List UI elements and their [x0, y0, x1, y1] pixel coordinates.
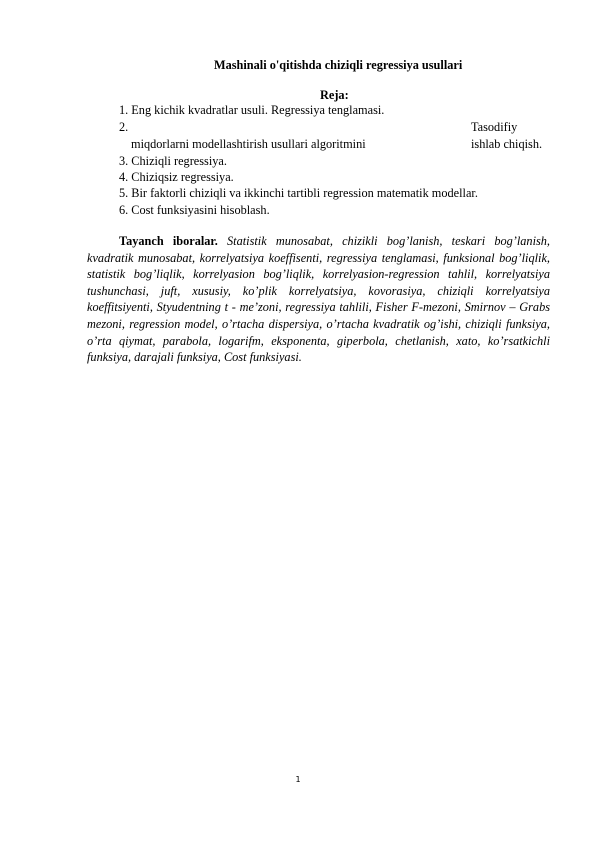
page-number: 1 — [295, 775, 301, 784]
plan-item-2-number: 2. — [119, 120, 129, 134]
plan-item-2-right-2: ishlab chiqish. — [471, 137, 543, 151]
plan-item-1: 1. Eng kichik kvadratlar usuli. Regressiya tenglamasi. — [119, 103, 385, 117]
plan-heading: Reja: — [320, 88, 349, 102]
keywords-paragraph — [87, 233, 550, 366]
plan-item-2-right-1: Tasodifiy — [471, 120, 518, 134]
keywords-text: Statistik munosabat, chizikli bog’lanish, teskari bog’lanish, kvadratik munosabat, korrelyatsiya koeffisenti, regressiya tenglamasi, funksional bog’liqlik, statistik bog’liqlik, korrelyasion bog’liqlik, korrelyasion-regression tahlil, korrelyatsiya tushunchasi, juft, xususiy, ko’plik korrelyatsiya, kovorasiya, chiziqli korrelyatsiya koeffitsiyenti, Styudentning t - me’zoni, regressiya tahlili, Fisher F-mezoni, Smirnov – Grabs mezoni, regression model, o’rtacha dispersiya, o’rtacha kvadratik og’ishi, chiziqli funksiya, o’rta qiymat, parabola, logarifm, eksponenta, giperbola, chetlanish, xato, ko’rsatkichli funksiya, darajali funksiya, Cost funksiyasi. — [87, 234, 550, 365]
document-title: Mashinali o'qitishda chiziqli regressiya usullari — [214, 58, 463, 72]
plan-item-4: 4. Chiziqsiz regressiya. — [119, 170, 234, 184]
plan-item-3: 3. Chiziqli regressiya. — [119, 154, 227, 168]
plan-item-5: 5. Bir faktorli chiziqli va ikkinchi tartibli regression matematik modellar. — [119, 186, 478, 200]
plan-item-6: 6. Cost funksiyasini hisoblash. — [119, 203, 270, 217]
plan-item-2-text: miqdorlarni modellashtirish usullari algoritmini — [131, 137, 366, 151]
keywords-label: Tayanch iboralar. — [119, 234, 218, 248]
